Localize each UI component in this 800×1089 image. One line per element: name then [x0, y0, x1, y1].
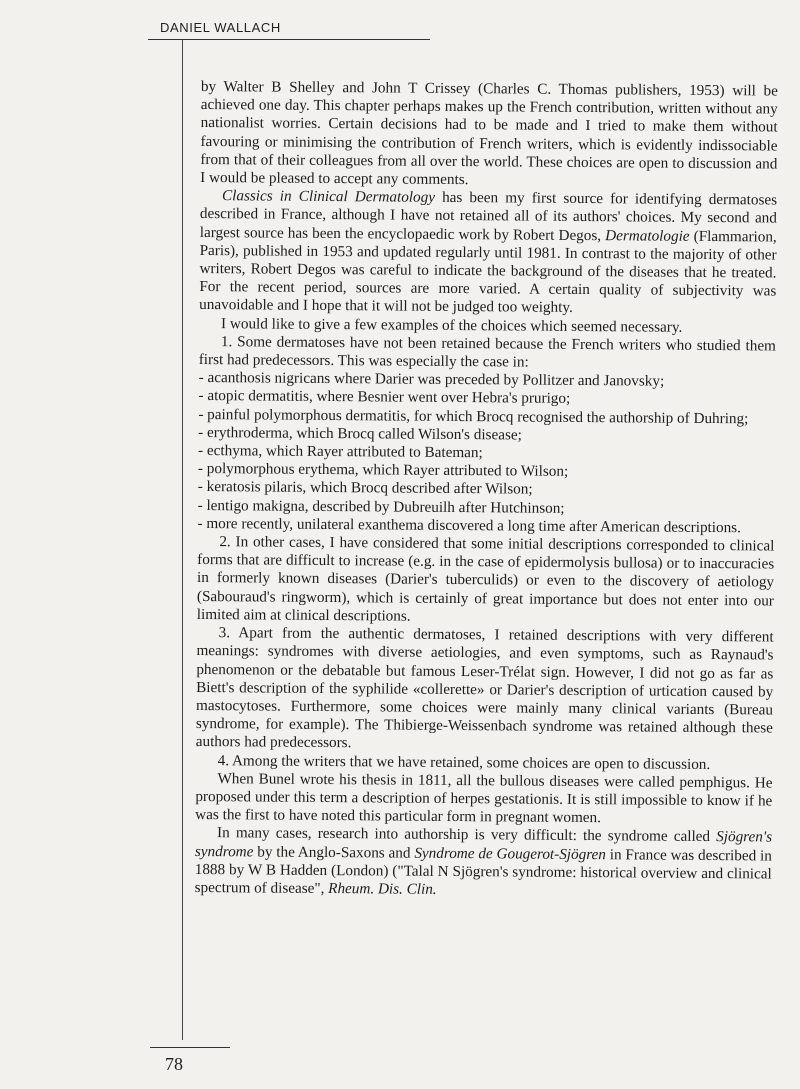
paragraph: In many cases, research into authorship is very difficult: the syndrome called Sjögren's syndrome by the Anglo-Saxons and Syndrome de Gougerot-Sjögren in France was described in 1888 by W B Hadden (London) ("Talal N Sjögren's syndrome: historical overview and clinical spectrum of disease", Rheum. Dis. Clin. — [194, 824, 773, 898]
body-text — [195, 78, 778, 902]
paragraph: When Bunel wrote his thesis in 1811, all the bullous diseases were called pemphigus. He proposed under this term a description of herpes gestationis. It is still impossible to know if he was the first to have noted this particular form in pregnant women. — [195, 769, 773, 827]
page-number: 78 — [165, 1054, 183, 1074]
list-item: - more recently, unilateral exanthema discovered a long time after American descriptions. — [197, 514, 741, 537]
term: Sjögren's syndrome — [194, 828, 773, 860]
journal-title: Rheum. Dis. Clin. — [328, 879, 437, 898]
paragraph: 1. Some dermatoses have not been retained because the French writers who studied them first had predecessors. This was especially the case in: — [198, 333, 776, 371]
paragraph: by Walter B Shelley and John T Crissey (Charles C. Thomas publishers, 1953) will be achieved one day. This chapter perhaps makes up the French contribution, written without any nationalist worries. Certain decisions had to be made and I tried to make them without favouring or minimising the contribution of French writers, which is evidently indissociable from that of their colleagues from all over the world. These choices are open to discussion and I would be pleased to accept any comments. — [200, 78, 778, 189]
list-item: - acanthosis nigricans where Darier was preceded by Pollitzer and Janovsky; — [198, 369, 665, 390]
paragraph: 2. In other cases, I have considered that some initial descriptions corresponded to clinical forms that are difficult to increase (e.g. in the case of epidermolysis bullosa) or to inaccuracies in formerly known diseases (Darier's tuberculids) or even to the discovery of aetiology (Sabouraud's ringworm), which is certainly of great importance but does not enter into our limited aim at clinical descriptions. — [196, 533, 775, 625]
list-item: - polymorphous erythema, which Rayer attributed to Wilson; — [197, 460, 569, 481]
paragraph: 3. Apart from the authentic dermatoses, I retained descriptions with very different meanings: syndromes with diverse aetiologies, and even symptoms, such as Raynaud's phenomenon or the debatable but famous Leser-Trélat sign. However, I did not go as far as Biett's description of the syphilide «collerette» or Darier's description of urtication caused by mastocytoses. Furthermore, some choices were mainly many clinical variants (Bureau syndrome, for example). The Thibierge-Weissenbach syndrome was retained although these authors had predecessors. — [195, 624, 774, 752]
list-item: - ecthyma, which Rayer attributed to Bateman; — [198, 442, 483, 462]
paragraph: 4. Among the writers that we have retained, some choices are open to discussion. — [217, 751, 711, 773]
list-item: - painful polymorphous dermatitis, for which Brocq recognised the authorship of Duhring; — [198, 405, 749, 427]
margin-rule — [182, 40, 183, 1040]
list-item: - erythroderma, which Brocq called Wilson's disease; — [198, 423, 522, 444]
paragraph: Classics in Clinical Dermatology has been my first source for identifying dermatoses described in France, although I have not retained all of its authors' choices. My second and largest source has been the encyclopaedic work by Robert Degos, Dermatologie (Flammarion, Paris), published in 1953 and updated regularly until 1981. In contrast to the majority of other writers, Robert Degos was careful to indicate the background of the diseases that he treated. For the recent period, sources are more varied. A certain quality of subjectivity was unavoidable and I hope that it will not be judged too weighty. — [199, 187, 778, 317]
book-title: Classics in Clinical Dermatology — [222, 187, 436, 207]
list-item: - keratosis pilaris, which Brocq described after Wilson; — [197, 478, 533, 499]
header-rule — [148, 39, 430, 40]
list-item: - atopic dermatitis, where Besnier went over Hebra's prurigo; — [198, 387, 571, 408]
term: Syndrome de Gougerot-Sjögren — [414, 844, 606, 863]
list-item: - lentigo makigna, described by Dubreuilh after Hutchinson; — [197, 496, 565, 517]
footer-rule — [150, 1047, 230, 1048]
running-header: DANIEL WALLACH — [160, 20, 281, 35]
paragraph: I would like to give a few examples of the choices which seemed necessary. — [221, 314, 683, 336]
book-title: Dermatologie — [605, 226, 690, 245]
